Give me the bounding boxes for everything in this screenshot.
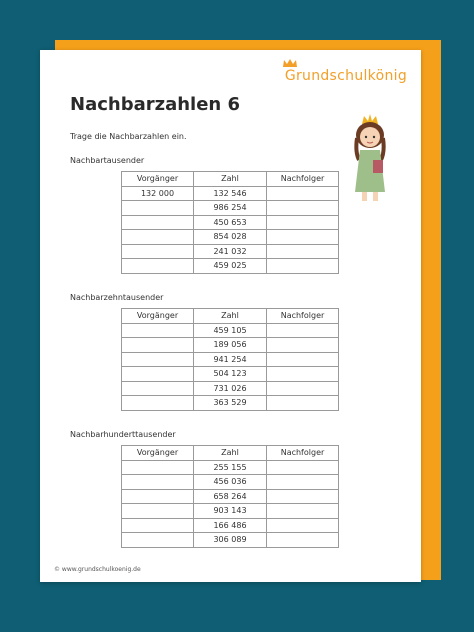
zahl-cell: 166 486 [194, 518, 267, 533]
vorganger-cell[interactable]: 132 000 [122, 186, 194, 201]
table-row [122, 259, 339, 274]
zahl-cell: 903 143 [194, 504, 267, 519]
nachfolger-cell[interactable] [267, 396, 339, 411]
column-header-nachfolger: Nachfolger [267, 446, 339, 461]
nachfolger-cell[interactable] [267, 381, 339, 396]
vorganger-cell[interactable] [122, 367, 194, 382]
section-label-zehntausender: Nachbarzehntausender [70, 293, 164, 302]
vorganger-cell[interactable] [122, 460, 194, 475]
zahl-cell: 132 546 [194, 186, 267, 201]
nachfolger-cell[interactable] [267, 475, 339, 490]
number-table-zehntausender [121, 308, 339, 411]
zahl-cell: 658 264 [194, 489, 267, 504]
girl-mascot-illustration [345, 110, 395, 205]
nachfolger-cell[interactable] [267, 460, 339, 475]
zahl-cell: 459 105 [194, 323, 267, 338]
vorganger-cell[interactable] [122, 396, 194, 411]
table-row [122, 244, 339, 259]
number-table-tausender [121, 171, 339, 274]
column-header-nachfolger: Nachfolger [267, 309, 339, 324]
vorganger-cell[interactable] [122, 338, 194, 353]
table-row [122, 230, 339, 245]
nachfolger-cell[interactable] [267, 201, 339, 216]
footer-copyright[interactable]: © www.grundschulkoenig.de [54, 566, 141, 573]
zahl-cell: 450 653 [194, 215, 267, 230]
vorganger-cell[interactable] [122, 533, 194, 548]
column-header-nachfolger: Nachfolger [267, 172, 339, 187]
column-header-vorganger: Vorgänger [122, 309, 194, 324]
vorganger-cell[interactable] [122, 352, 194, 367]
zahl-cell: 456 036 [194, 475, 267, 490]
vorganger-cell[interactable] [122, 475, 194, 490]
vorganger-cell[interactable] [122, 381, 194, 396]
number-table-hunderttausender [121, 445, 339, 548]
vorganger-cell[interactable] [122, 518, 194, 533]
nachfolger-cell[interactable] [267, 244, 339, 259]
table-row [122, 338, 339, 353]
zahl-cell: 504 123 [194, 367, 267, 382]
vorganger-cell[interactable] [122, 489, 194, 504]
nachfolger-cell[interactable] [267, 367, 339, 382]
table-row [122, 381, 339, 396]
page-title: Nachbarzahlen 6 [70, 94, 241, 115]
zahl-cell: 306 089 [194, 533, 267, 548]
nachfolger-cell[interactable] [267, 230, 339, 245]
zahl-cell: 986 254 [194, 201, 267, 216]
column-header-zahl: Zahl [194, 446, 267, 461]
zahl-cell: 941 254 [194, 352, 267, 367]
vorganger-cell[interactable] [122, 323, 194, 338]
nachfolger-cell[interactable] [267, 489, 339, 504]
table-row [122, 518, 339, 533]
table-header-row [122, 172, 339, 187]
nachfolger-cell[interactable] [267, 323, 339, 338]
table-row [122, 504, 339, 519]
zahl-cell: 363 529 [194, 396, 267, 411]
nachfolger-cell[interactable] [267, 352, 339, 367]
column-header-zahl: Zahl [194, 172, 267, 187]
table-row [122, 396, 339, 411]
table-row [122, 460, 339, 475]
table-row [122, 323, 339, 338]
table-header-row [122, 446, 339, 461]
nachfolger-cell[interactable] [267, 215, 339, 230]
table-row [122, 489, 339, 504]
nachfolger-cell[interactable] [267, 338, 339, 353]
column-header-zahl: Zahl [194, 309, 267, 324]
table-row [122, 186, 339, 201]
table-row [122, 215, 339, 230]
column-header-vorganger: Vorgänger [122, 446, 194, 461]
vorganger-cell[interactable] [122, 215, 194, 230]
nachfolger-cell[interactable] [267, 259, 339, 274]
zahl-cell: 459 025 [194, 259, 267, 274]
vorganger-cell[interactable] [122, 230, 194, 245]
table-header-row [122, 309, 339, 324]
zahl-cell: 241 032 [194, 244, 267, 259]
crown-icon [283, 59, 297, 67]
zahl-cell: 255 155 [194, 460, 267, 475]
vorganger-cell[interactable] [122, 244, 194, 259]
worksheet [40, 50, 421, 582]
instruction-text: Trage die Nachbarzahlen ein. [70, 132, 187, 141]
section-label-hunderttausender: Nachbarhunderttausender [70, 430, 176, 439]
table-row [122, 367, 339, 382]
nachfolger-cell[interactable] [267, 533, 339, 548]
table-row [122, 475, 339, 490]
table-row [122, 352, 339, 367]
nachfolger-cell[interactable] [267, 518, 339, 533]
column-header-vorganger: Vorgänger [122, 172, 194, 187]
zahl-cell: 731 026 [194, 381, 267, 396]
table-row [122, 533, 339, 548]
section-label-tausender: Nachbartausender [70, 156, 145, 165]
nachfolger-cell[interactable] [267, 504, 339, 519]
vorganger-cell[interactable] [122, 259, 194, 274]
vorganger-cell[interactable] [122, 201, 194, 216]
nachfolger-cell[interactable] [267, 186, 339, 201]
table-row [122, 201, 339, 216]
vorganger-cell[interactable] [122, 504, 194, 519]
brand-logo[interactable] [285, 68, 407, 84]
zahl-cell: 854 028 [194, 230, 267, 245]
logo-text: Grundschulkönig [284, 68, 407, 84]
zahl-cell: 189 056 [194, 338, 267, 353]
